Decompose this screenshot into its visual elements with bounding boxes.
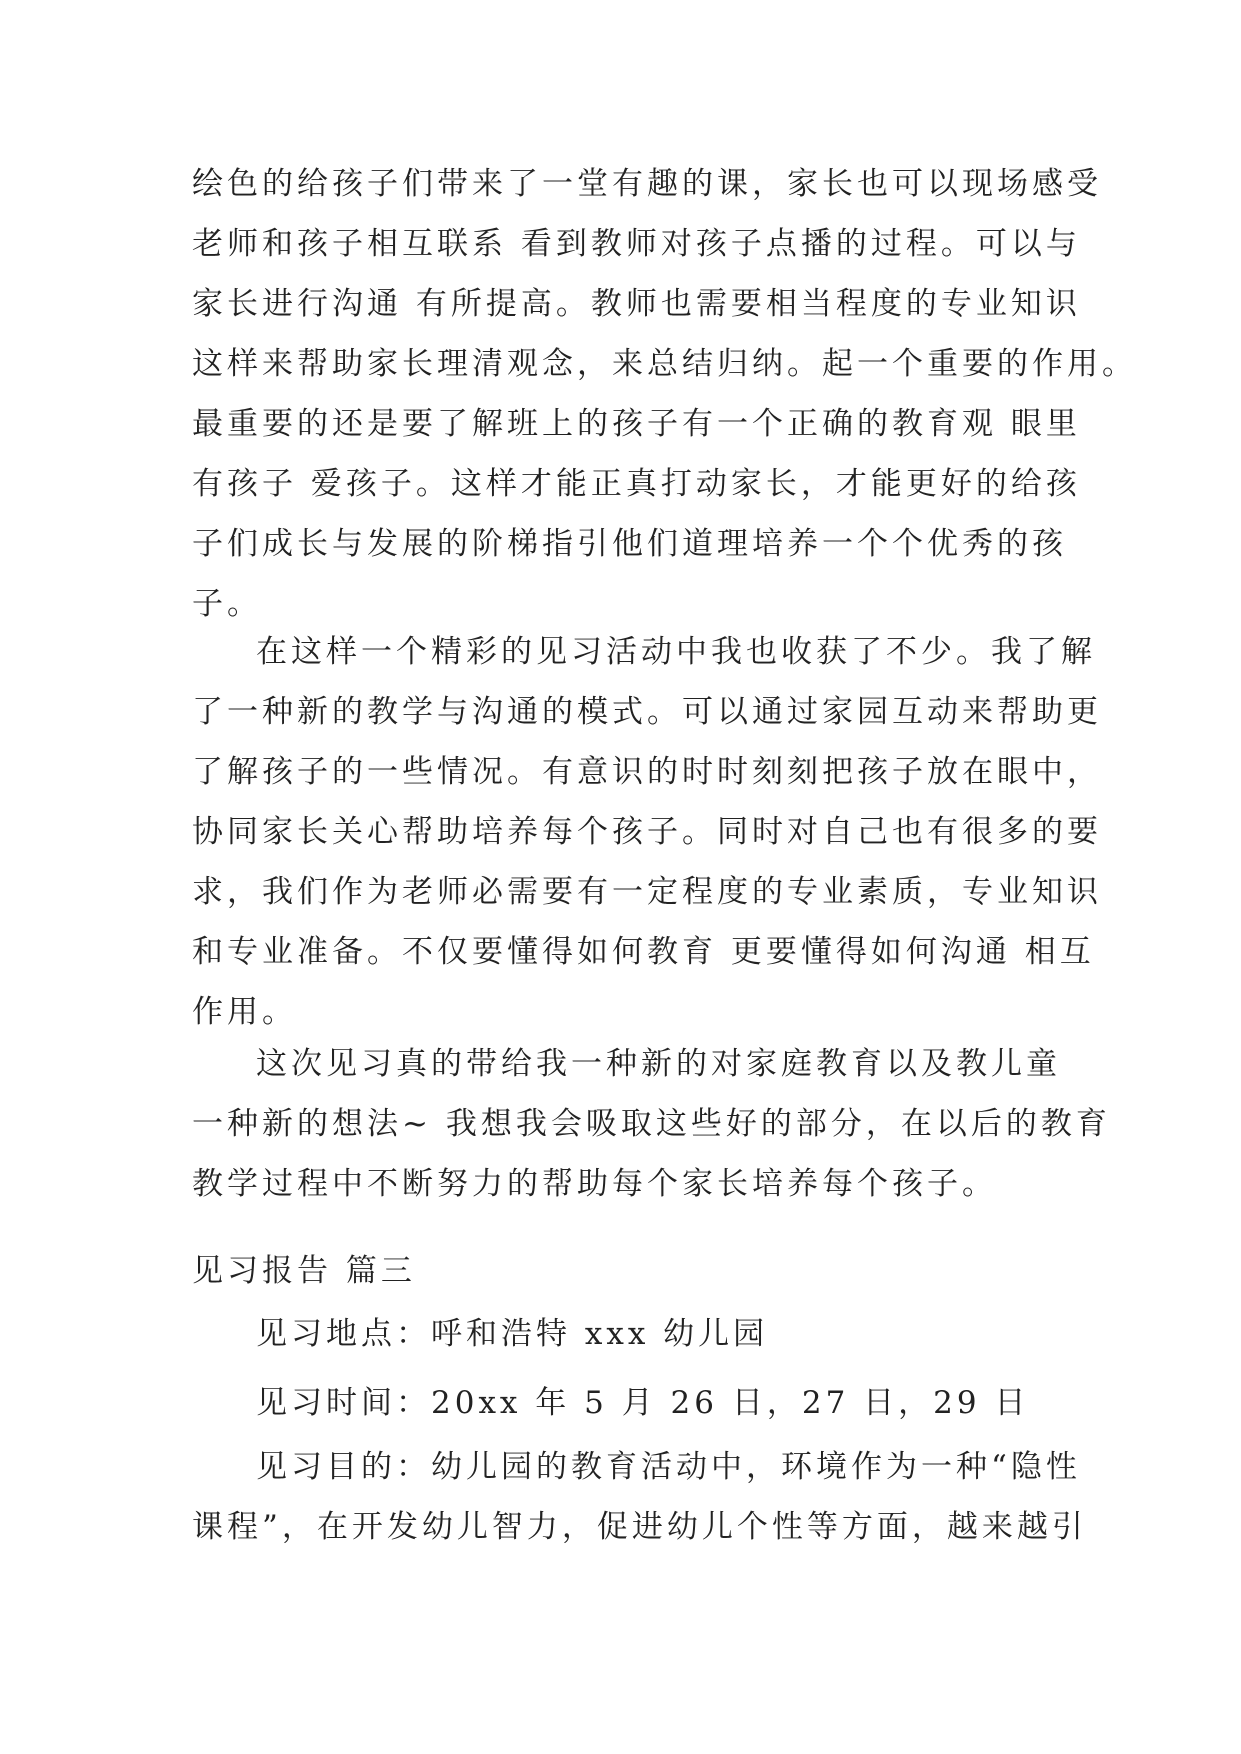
paragraph-reflection (192, 622, 1102, 1042)
text-line: 最重要的还是要了解班上的孩子有一个正确的教育观 眼里 (192, 406, 1081, 442)
text-line: 老师和孩子相互联系 看到教师对孩子点播的过程。可以与 (192, 226, 1081, 262)
text-line: 这样来帮助家长理清观念，来总结归纳。起一个重要的作用。 (192, 346, 1137, 382)
text-line: 作用。 (192, 994, 297, 1030)
location-info (192, 1304, 1052, 1364)
text-line: 有孩子 爱孩子。这样才能正真打动家长，才能更好的给孩 (192, 466, 1081, 502)
paragraph-continuation (192, 154, 1137, 634)
text-line: 这次见习真的带给我一种新的对家庭教育以及教儿童 (256, 1046, 1061, 1082)
text-line: 一种新的想法~ 我想我会吸取这些好的部分，在以后的教育 (192, 1106, 1111, 1142)
text-line: 绘色的给孩子们带来了一堂有趣的课，家长也可以现场感受 (192, 166, 1102, 202)
location-line: 见习地点：呼和浩特 xxx 幼儿园 (256, 1316, 769, 1352)
text-line: 教学过程中不断努力的帮助每个家长培养每个孩子。 (192, 1166, 997, 1202)
text-line: 和专业准备。不仅要懂得如何教育 更要懂得如何沟通 相互 (192, 934, 1095, 970)
text-line: 了一种新的教学与沟通的模式。可以通过家园互动来帮助更 (192, 694, 1102, 730)
section-heading (192, 1241, 1052, 1301)
text-line: 了解孩子的一些情况。有意识的时时刻刻把孩子放在眼中， (192, 754, 1102, 790)
text-line: 在这样一个精彩的见习活动中我也收获了不少。我了解 (256, 634, 1096, 670)
time-line: 见习时间：20xx 年 5 月 26 日，27 日，29 日 (256, 1385, 1030, 1421)
text-line: 见习目的：幼儿园的教育活动中，环境作为一种“隐性 (256, 1449, 1081, 1485)
paragraph-conclusion (192, 1034, 1111, 1214)
text-line: 子。 (192, 586, 262, 622)
purpose-paragraph (192, 1437, 1087, 1557)
section-title: 见习报告 篇三 (192, 1253, 416, 1289)
text-line: 家长进行沟通 有所提高。教师也需要相当程度的专业知识 (192, 286, 1081, 322)
text-line: 课程”，在开发幼儿智力，促进幼儿个性等方面，越来越引 (192, 1509, 1087, 1545)
text-line: 子们成长与发展的阶梯指引他们道理培养一个个优秀的孩 (192, 526, 1067, 562)
text-line: 协同家长关心帮助培养每个孩子。同时对自己也有很多的要 (192, 814, 1102, 850)
text-line: 求，我们作为老师必需要有一定程度的专业素质，专业知识 (192, 874, 1102, 910)
time-info (192, 1373, 1052, 1433)
